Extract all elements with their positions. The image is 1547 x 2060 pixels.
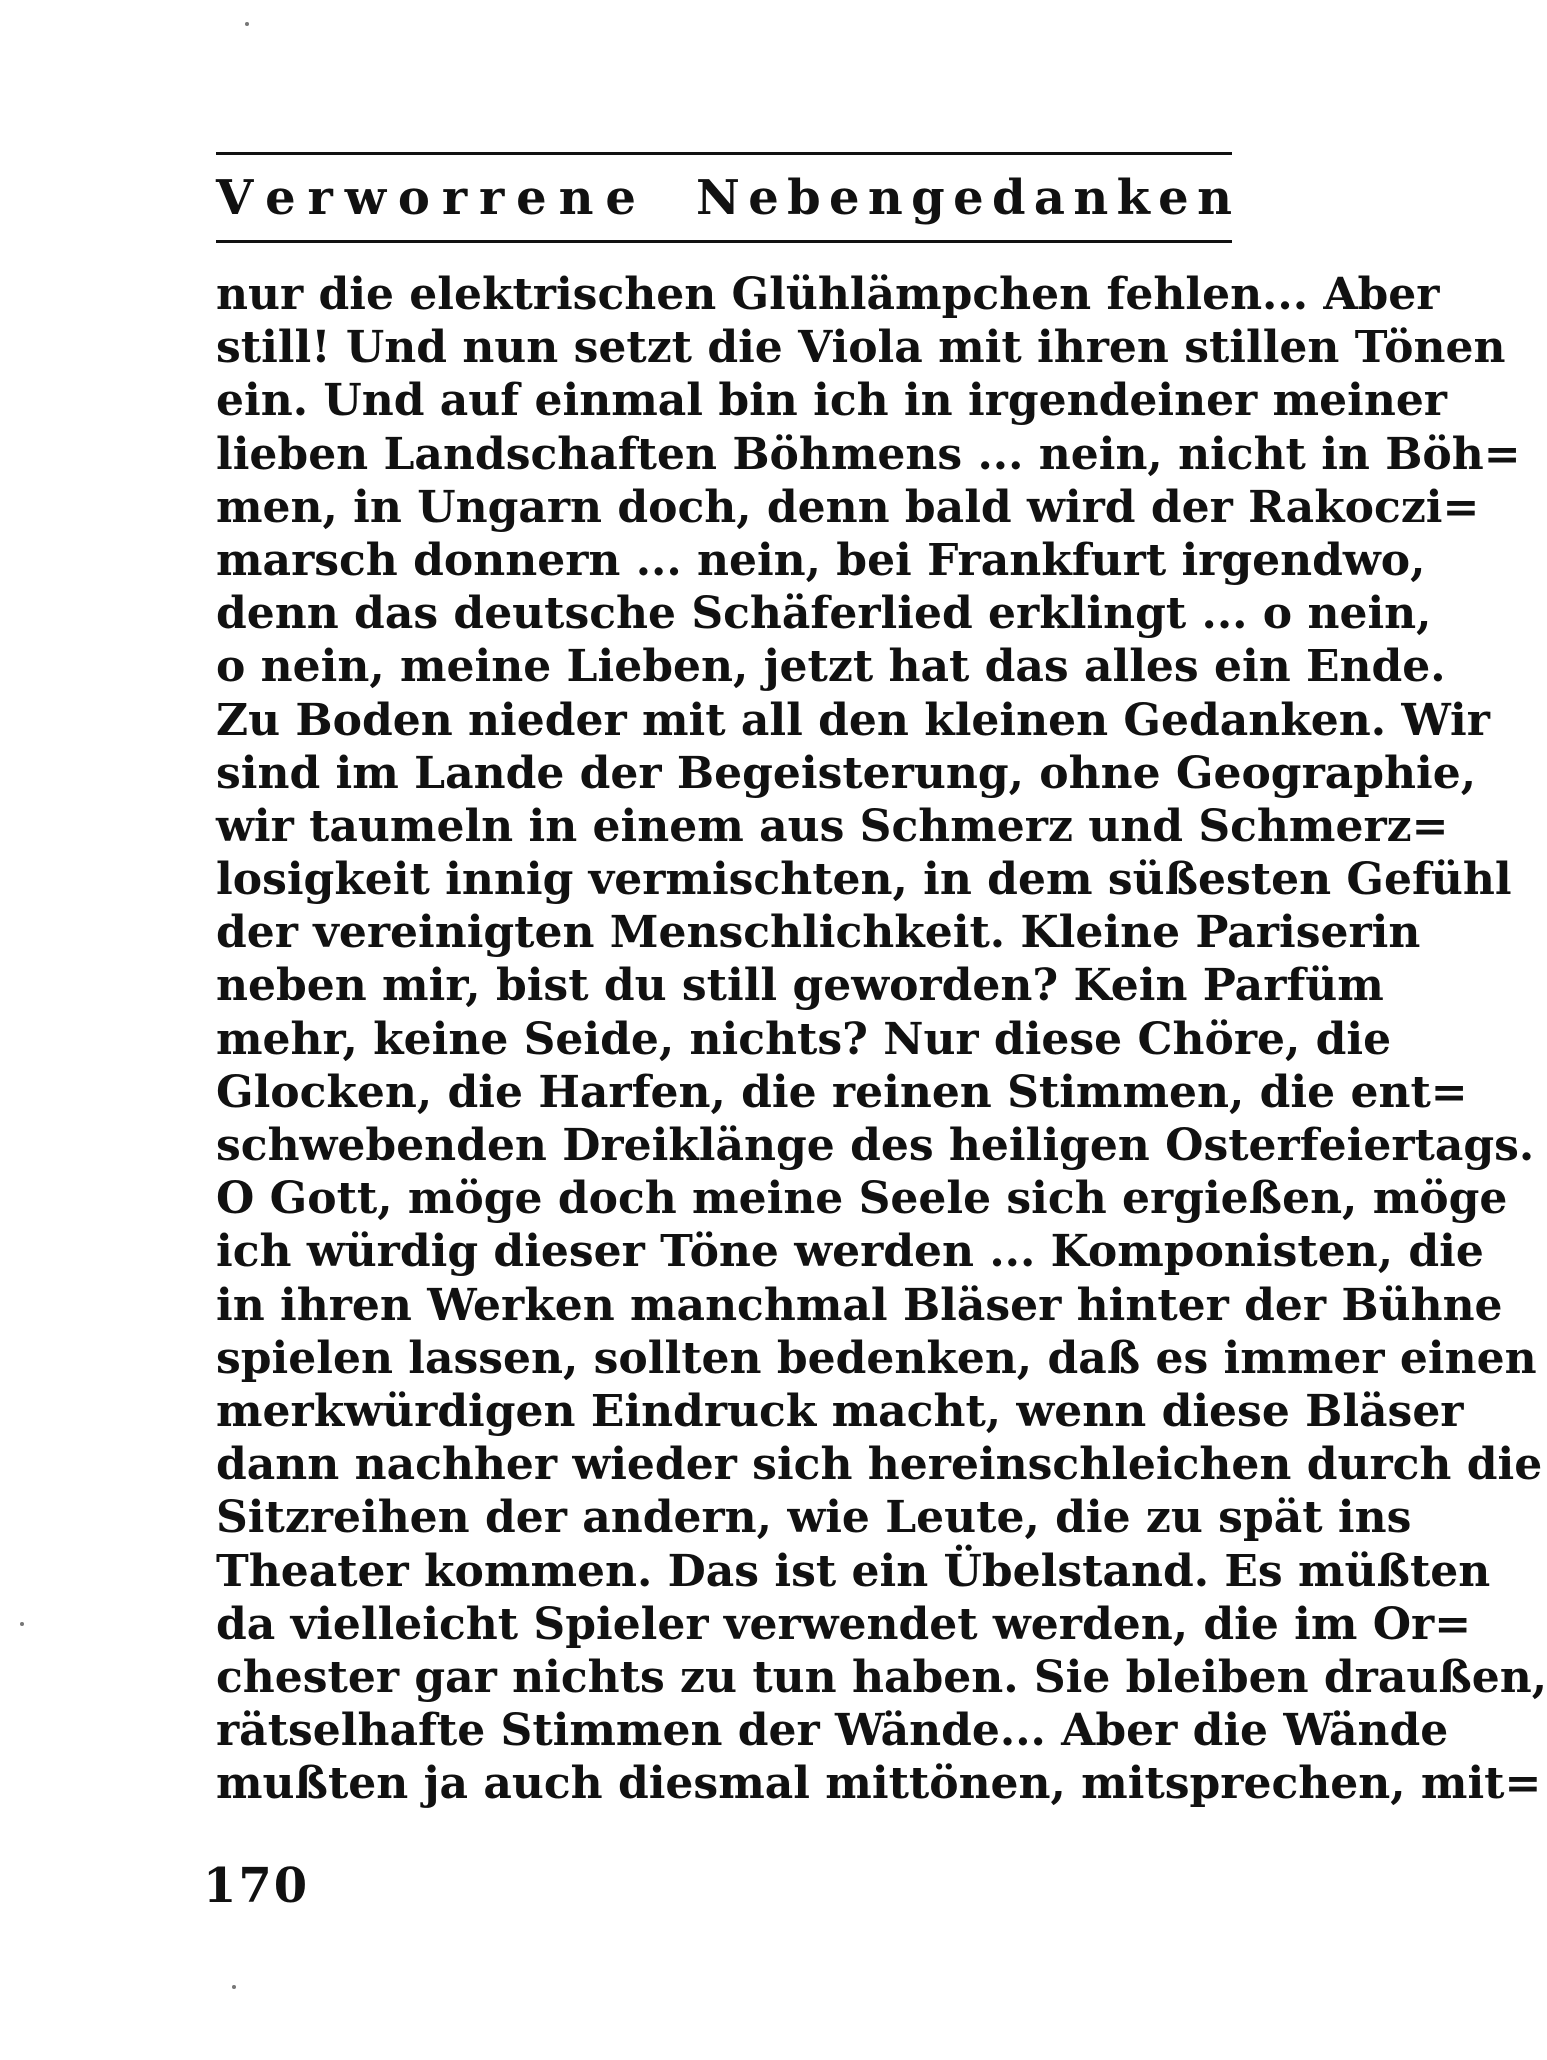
- running-head-letter: e: [516, 170, 547, 226]
- paper-speck: [20, 1622, 24, 1626]
- text-line: rätselhafte Stimmen der Wände... Aber die Wände: [216, 1705, 1449, 1757]
- text-line: denn das deutsche Schäferlied erklingt ... o nein,: [216, 588, 1432, 640]
- running-head-letter: r: [441, 170, 468, 226]
- text-line: marsch donnern ... nein, bei Frankfurt irgendwo,: [216, 534, 1426, 586]
- text-line: Sitzreihen der andern, wie Leute, die zu spät ins: [216, 1492, 1412, 1544]
- text-line: sind im Lande der Begeisterung, ohne Geographie,: [216, 747, 1477, 799]
- running-head-letter: a: [1033, 170, 1065, 226]
- text-line: men, in Ungarn doch, denn bald wird der Rakoczi=: [216, 481, 1480, 533]
- running-head-letter: w: [344, 170, 387, 226]
- paper-speck: [232, 1985, 236, 1989]
- text-line: Zu Boden nieder mit all den kleinen Gedanken. Wir: [216, 694, 1490, 746]
- running-head-letter: e: [605, 170, 636, 226]
- running-head-letter: e: [265, 170, 296, 226]
- text-line: in ihren Werken manchmal Bläser hinter der Bühne: [216, 1279, 1503, 1331]
- running-head-letter: n: [1073, 170, 1109, 226]
- text-line: losigkeit innig vermischten, in dem süßesten Gefühl: [216, 854, 1512, 906]
- running-head-letter: r: [307, 170, 333, 226]
- text-line: wir taumeln in einem aus Schmerz und Schmerz=: [216, 800, 1449, 852]
- running-head-letter: e: [953, 170, 984, 226]
- running-head-letter: b: [787, 170, 821, 226]
- text-line: merkwürdigen Eindruck macht, wenn diese Bläser: [216, 1385, 1464, 1437]
- text-line: da vielleicht Spieler verwendet werden, die im Or=: [216, 1598, 1472, 1650]
- page-number: 170: [203, 1858, 310, 1914]
- running-head-left-word: [216, 170, 636, 226]
- text-line: Glocken, die Harfen, die reinen Stimmen, die ent=: [216, 1066, 1468, 1118]
- text-line: schwebenden Dreiklänge des heiligen Osterfeiertags.: [216, 1120, 1535, 1171]
- text-line: ein. Und auf einmal bin ich in irgendeiner meiner: [216, 375, 1447, 427]
- running-head-letter: n: [1197, 170, 1232, 226]
- text-line: neben mir, bist du still geworden? Kein Parfüm: [216, 960, 1384, 1012]
- text-line: spielen lassen, sollten bedenken, daß es immer einen: [216, 1332, 1537, 1384]
- paper-speck: [245, 22, 249, 26]
- running-head-letter: V: [216, 170, 254, 226]
- running-head-letter: d: [991, 170, 1026, 226]
- running-head-letter: o: [397, 170, 430, 226]
- running-head-letter: g: [911, 170, 945, 226]
- text-line: der vereinigten Menschlichkeit. Kleine Pariserin: [216, 907, 1421, 959]
- running-head-letter: N: [696, 170, 740, 226]
- text-line: mußten ja auch diesmal mittönen, mitsprechen, mit=: [216, 1758, 1542, 1810]
- running-head-letter: n: [558, 170, 594, 226]
- text-line: o nein, meine Lieben, jetzt hat das alles ein Ende.: [216, 641, 1446, 693]
- text-line: lieben Landschaften Böhmens ... nein, nicht in Böh=: [216, 428, 1521, 480]
- text-line: mehr, keine Seide, nichts? Nur diese Chöre, die: [216, 1013, 1392, 1065]
- running-head-letter: e: [748, 170, 779, 226]
- text-line: ich würdig dieser Töne werden ... Komponisten, die: [216, 1226, 1484, 1278]
- running-head-letter: n: [867, 170, 903, 226]
- running-head-letter: k: [1116, 170, 1150, 226]
- text-line: dann nachher wieder sich hereinschleichen durch die: [216, 1439, 1543, 1491]
- running-head-letter: r: [478, 170, 505, 226]
- running-head: [216, 168, 1232, 228]
- body-text: [216, 268, 1547, 1810]
- running-head-letter: e: [829, 170, 860, 226]
- text-line: still! Und nun setzt die Viola mit ihren stillen Tönen: [216, 322, 1506, 374]
- text-line: chester gar nichts zu tun haben. Sie bleiben draußen,: [216, 1651, 1547, 1703]
- header-rule-bottom: [216, 240, 1232, 243]
- running-head-letter: e: [1158, 170, 1189, 226]
- header-rule-top: [216, 152, 1232, 155]
- text-line: O Gott, möge doch meine Seele sich ergießen, möge: [216, 1173, 1508, 1225]
- text-line: nur die elektrischen Glühlämpchen fehlen... Aber: [216, 269, 1440, 320]
- running-head-right-word: [696, 170, 1232, 226]
- text-line: Theater kommen. Das ist ein Übelstand. Es müßten: [216, 1545, 1491, 1597]
